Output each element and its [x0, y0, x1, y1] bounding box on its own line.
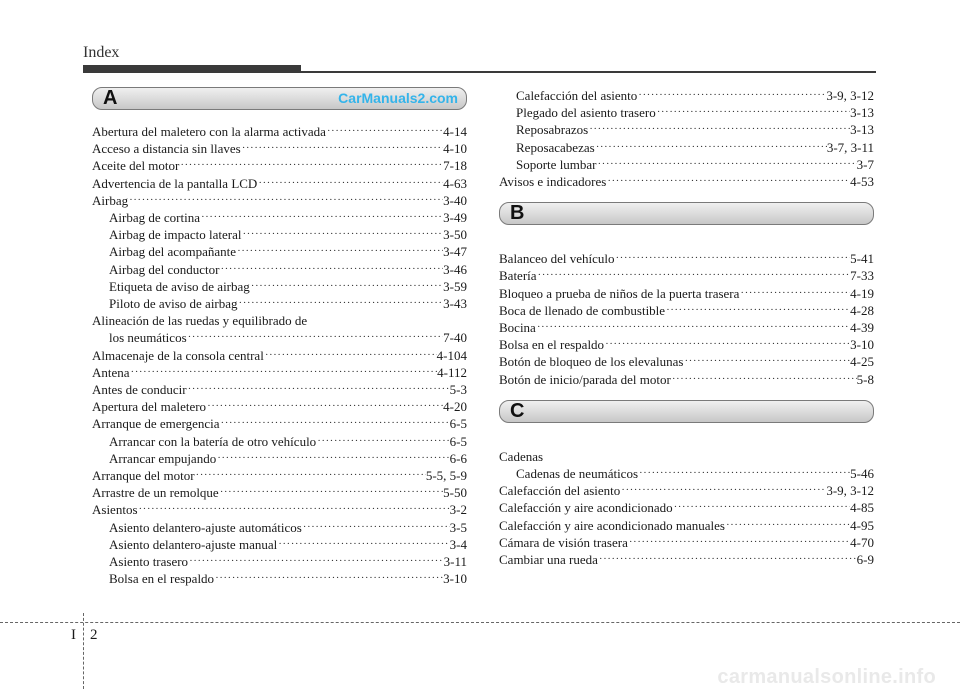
index-entry: Cambiar una rueda ····· 6-9 — [499, 551, 874, 568]
index-subentry: Bolsa en el respaldo ····· 3-10 — [92, 570, 467, 587]
index-subentry: Airbag de cortina ····· 3-49 — [92, 209, 467, 226]
index-entry: Abertura del maletero con la alarma activada ····· 4-14 — [92, 123, 467, 140]
index-entry: Arranque de emergencia ····· 6-5 — [92, 415, 467, 432]
header-rule-thin — [83, 71, 876, 73]
index-entry: Arranque del motor ····· 5-5, 5-9 — [92, 467, 467, 484]
index-entry: Calefacción del asiento ····· 3-9, 3-12 — [499, 482, 874, 499]
index-subentry: Plegado del asiento trasero ····· 3-13 — [499, 104, 874, 121]
index-entry: Botón de bloqueo de los elevalunas ····· 4-25 — [499, 353, 874, 370]
index-entry-heading: Cadenas — [499, 448, 544, 464]
footer-rule — [0, 622, 960, 623]
index-entry: Almacenaje de la consola central ····· 4-104 — [92, 347, 467, 364]
index-entry: Antes de conducir ····· 5-3 — [92, 381, 467, 398]
section-letter-c: C — [510, 399, 525, 422]
index-entry: Bloqueo a prueba de niños de la puerta trasera ····· 4-19 — [499, 285, 874, 302]
index-entry: Balanceo del vehículo ····· 5-41 — [499, 250, 874, 267]
index-entry: Airbag ····· 3-40 — [92, 192, 467, 209]
index-subentry: Cadenas de neumáticos ····· 5-46 — [499, 465, 874, 482]
index-subentry: Airbag del conductor ····· 3-46 — [92, 261, 467, 278]
index-entry-line2: los neumáticos ····· 7-40 — [92, 329, 467, 346]
index-entry: Apertura del maletero ····· 4-20 — [92, 398, 467, 415]
page-section-label: I — [71, 627, 76, 643]
page-header-title: Index — [83, 44, 120, 61]
section-header-c — [499, 400, 874, 423]
index-entry: Botón de inicio/parada del motor ····· 5-8 — [499, 371, 874, 388]
index-column-right — [499, 87, 874, 568]
index-entry: Asientos ····· 3-2 — [92, 501, 467, 518]
index-subentry: Arrancar con la batería de otro vehículo ····· 6-5 — [92, 433, 467, 450]
index-subentry: Reposabrazos ····· 3-13 — [499, 121, 874, 138]
section-header-a — [92, 87, 467, 110]
index-entry: Antena ····· 4-112 — [92, 364, 467, 381]
index-entry: Calefacción y aire acondicionado manuales ····· 4-95 — [499, 517, 874, 534]
watermark-link[interactable]: CarManuals2.com — [338, 90, 458, 106]
index-subentry: Asiento trasero ····· 3-11 — [92, 553, 467, 570]
index-entry: Avisos e indicadores ····· 4-53 — [499, 173, 874, 190]
index-subentry: Calefacción del asiento ····· 3-9, 3-12 — [499, 87, 874, 104]
index-subentry: Asiento delantero-ajuste manual ····· 3-4 — [92, 536, 467, 553]
index-subentry: Soporte lumbar ····· 3-7 — [499, 156, 874, 173]
index-column-left — [92, 87, 467, 587]
index-subentry: Reposacabezas ····· 3-7, 3-11 — [499, 139, 874, 156]
index-subentry: Piloto de aviso de airbag ····· 3-43 — [92, 295, 467, 312]
index-entry: Arrastre de un remolque ····· 5-50 — [92, 484, 467, 501]
index-subentry: Airbag del acompañante ····· 3-47 — [92, 243, 467, 260]
section-header-b — [499, 202, 874, 225]
index-entry: Bolsa en el respaldo ····· 3-10 — [499, 336, 874, 353]
index-entry: Bocina ····· 4-39 — [499, 319, 874, 336]
index-subentry: Arrancar empujando ····· 6-6 — [92, 450, 467, 467]
section-letter-a: A — [103, 87, 118, 109]
index-subentry: Etiqueta de aviso de airbag ····· 3-59 — [92, 278, 467, 295]
index-entry: Aceite del motor ····· 7-18 — [92, 157, 467, 174]
index-entry: Cámara de visión trasera ····· 4-70 — [499, 534, 874, 551]
index-entry: Advertencia de la pantalla LCD ····· 4-63 — [92, 175, 467, 192]
footer-divider — [83, 613, 84, 689]
index-entry-line1: Alineación de las ruedas y equilibrado de — [92, 313, 308, 329]
index-subentry: Airbag de impacto lateral ····· 3-50 — [92, 226, 467, 243]
index-entry: Boca de llenado de combustible ····· 4-28 — [499, 302, 874, 319]
section-letter-b: B — [510, 202, 525, 225]
page-number: 2 — [90, 627, 98, 643]
index-entry: Batería ····· 7-33 — [499, 267, 874, 284]
index-entry: Acceso a distancia sin llaves ····· 4-10 — [92, 140, 467, 157]
footer-watermark-link[interactable]: carmanualsonline.info — [717, 666, 936, 688]
index-subentry: Asiento delantero-ajuste automáticos ····· 3-5 — [92, 519, 467, 536]
index-entry: Calefacción y aire acondicionado ····· 4-85 — [499, 499, 874, 516]
